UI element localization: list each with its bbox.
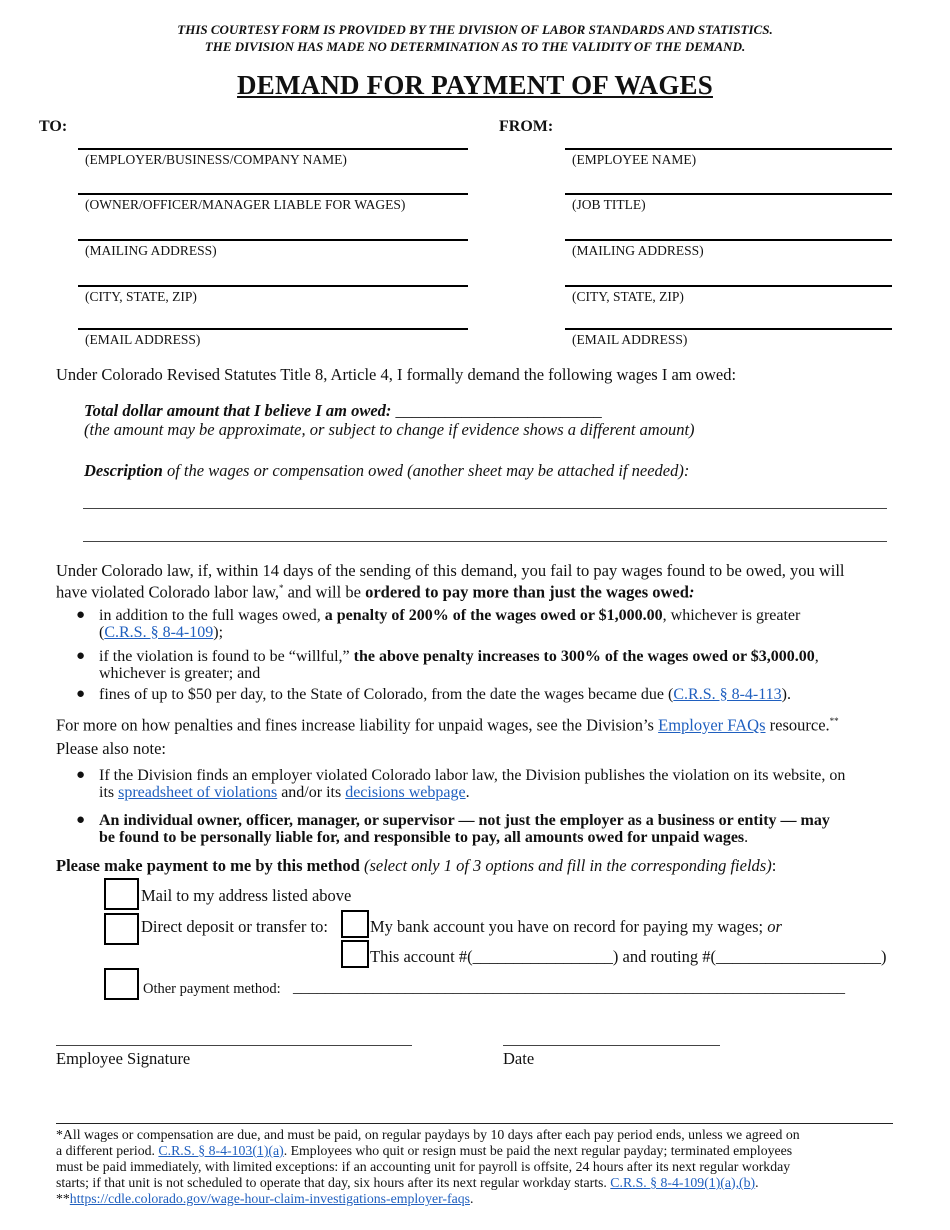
- this-account-checkbox[interactable]: [341, 940, 369, 968]
- date-label: Date: [503, 1049, 535, 1068]
- employee-city-state-zip-label: (CITY, STATE, ZIP): [572, 289, 684, 304]
- total-amount-field[interactable]: _________________________: [395, 401, 602, 420]
- spreadsheet-of-violations-link[interactable]: spreadsheet of violations: [118, 784, 278, 801]
- also-note-heading: Please also note:: [56, 739, 166, 758]
- footnote-1-line-3: must be paid immediately, with limited exceptions: if an accounting unit for payroll is offsite, 24 hours after its next regular workday: [56, 1159, 791, 1174]
- bullet-icon: ●: [76, 767, 86, 783]
- crs-8-4-109-1ab-link[interactable]: C.R.S. § 8-4-109(1)(a),(b): [610, 1175, 756, 1190]
- employee-mailing-address-label: (MAILING ADDRESS): [572, 243, 704, 258]
- mail-option-checkbox[interactable]: [104, 878, 139, 910]
- total-amount-row: [84, 402, 602, 419]
- more-info-line: For more on how penalties and fines increase liability for unpaid wages, see the Division’s Employer FAQs resource.**: [56, 715, 839, 735]
- routing-number-field[interactable]: ____________________: [716, 947, 881, 966]
- intro-statement: Under Colorado Revised Statutes Title 8, Article 4, I formally demand the following wages I am owed:: [56, 365, 737, 384]
- employer-faqs-link[interactable]: Employer FAQs: [658, 715, 766, 735]
- account-number-field[interactable]: _________________: [472, 947, 613, 966]
- owner-liable-label: (OWNER/OFFICER/MANAGER LIABLE FOR WAGES): [85, 197, 406, 212]
- mail-option-label: Mail to my address listed above: [141, 886, 352, 905]
- employee-city-state-zip-field[interactable]: [565, 285, 892, 287]
- footnote-1-line-1: *All wages or compensation are due, and must be paid, on regular paydays by 10 days after each pay period ends, unless we agreed on: [56, 1127, 800, 1142]
- total-amount-note: (the amount may be approximate, or subject to change if evidence shows a different amount): [84, 420, 695, 439]
- job-title-label: (JOB TITLE): [572, 197, 646, 212]
- description-line-1[interactable]: [83, 508, 887, 509]
- employer-email-label: (EMAIL ADDRESS): [85, 332, 201, 347]
- law-paragraph-line-2: have violated Colorado labor law,* and will be ordered to pay more than just the wages owed:: [56, 582, 695, 602]
- signature-line[interactable]: [56, 1045, 412, 1046]
- payment-method-heading: Please make payment to me by this method (select only 1 of 3 options and fill in the corresponding fields):: [56, 856, 777, 875]
- employer-mailing-address-label: (MAILING ADDRESS): [85, 243, 217, 258]
- signature-label: Employee Signature: [56, 1049, 191, 1068]
- footnote-1-line-4: starts; if that unit is not scheduled to operate that day, six hours after its next regular workday starts. C.R.S. § 8-4-109(1)(a),(b).: [56, 1175, 759, 1190]
- employer-name-label: (EMPLOYER/BUSINESS/COMPANY NAME): [85, 152, 347, 167]
- footnote-divider: [56, 1123, 893, 1124]
- footnote-2: **https://cdle.colorado.gov/wage-hour-claim-investigations-employer-faqs.: [56, 1191, 474, 1206]
- direct-deposit-label: Direct deposit or transfer to:: [141, 917, 328, 936]
- bullet-icon: ●: [76, 648, 86, 664]
- direct-deposit-checkbox[interactable]: [104, 913, 139, 945]
- date-line[interactable]: [503, 1045, 720, 1046]
- bullet-icon: ●: [76, 607, 86, 623]
- bank-on-record-checkbox[interactable]: [341, 910, 369, 938]
- to-heading: TO:: [39, 118, 68, 135]
- disclaimer-line-2: THE DIVISION HAS MADE NO DETERMINATION AS TO THE VALIDITY OF THE DEMAND.: [204, 39, 746, 54]
- cdle-faqs-url-link[interactable]: https://cdle.colorado.gov/wage-hour-claim-investigations-employer-faqs: [69, 1191, 471, 1206]
- employer-email-field[interactable]: [78, 328, 468, 330]
- other-method-label: Other payment method:: [143, 981, 281, 997]
- bullet-icon: ●: [76, 812, 86, 828]
- this-account-row: This account #(_________________) and routing #(____________________): [370, 947, 887, 966]
- employee-email-label: (EMAIL ADDRESS): [572, 332, 688, 347]
- employer-city-state-zip-label: (CITY, STATE, ZIP): [85, 289, 197, 304]
- employee-email-field[interactable]: [565, 328, 892, 330]
- other-method-field[interactable]: _____________________________________________________________________: [293, 979, 845, 996]
- decisions-webpage-link[interactable]: decisions webpage: [345, 784, 466, 801]
- employee-name-label: (EMPLOYEE NAME): [572, 152, 697, 167]
- employer-mailing-address-field[interactable]: [78, 239, 468, 241]
- from-heading: FROM:: [499, 118, 554, 135]
- bullet-icon: ●: [76, 686, 86, 702]
- law-paragraph-line-1: Under Colorado law, if, within 14 days of the sending of this demand, you fail to pay wages found to be owed, you will: [56, 561, 845, 580]
- employee-name-field[interactable]: [565, 148, 892, 150]
- footnote-1-line-2: a different period. C.R.S. § 8-4-103(1)(a). Employees who quit or resign must be paid the next regular payday; terminated employees: [56, 1143, 793, 1158]
- crs-8-4-109-link[interactable]: C.R.S. § 8-4-109: [104, 624, 214, 641]
- employer-name-field[interactable]: [78, 148, 468, 150]
- employer-city-state-zip-field[interactable]: [78, 285, 468, 287]
- footnotes: [56, 1127, 906, 1207]
- description-line-2[interactable]: [83, 541, 887, 542]
- description-label: Description of the wages or compensation owed (another sheet may be attached if needed):: [84, 461, 690, 480]
- crs-8-4-113-link[interactable]: C.R.S. § 8-4-113: [673, 686, 782, 703]
- crs-8-4-103-link[interactable]: C.R.S. § 8-4-103(1)(a): [158, 1143, 284, 1158]
- owner-liable-field[interactable]: [78, 193, 468, 195]
- disclaimer-line-1: THIS COURTESY FORM IS PROVIDED BY THE DIVISION OF LABOR STANDARDS AND STATISTICS.: [177, 22, 773, 37]
- job-title-field[interactable]: [565, 193, 892, 195]
- bank-on-record-label: My bank account you have on record for paying my wages; or: [370, 917, 782, 936]
- employee-mailing-address-field[interactable]: [565, 239, 892, 241]
- other-method-checkbox[interactable]: [104, 968, 139, 1000]
- total-amount-label: Total dollar amount that I believe I am owed:: [84, 401, 392, 420]
- page-title: DEMAND FOR PAYMENT OF WAGES: [237, 70, 713, 100]
